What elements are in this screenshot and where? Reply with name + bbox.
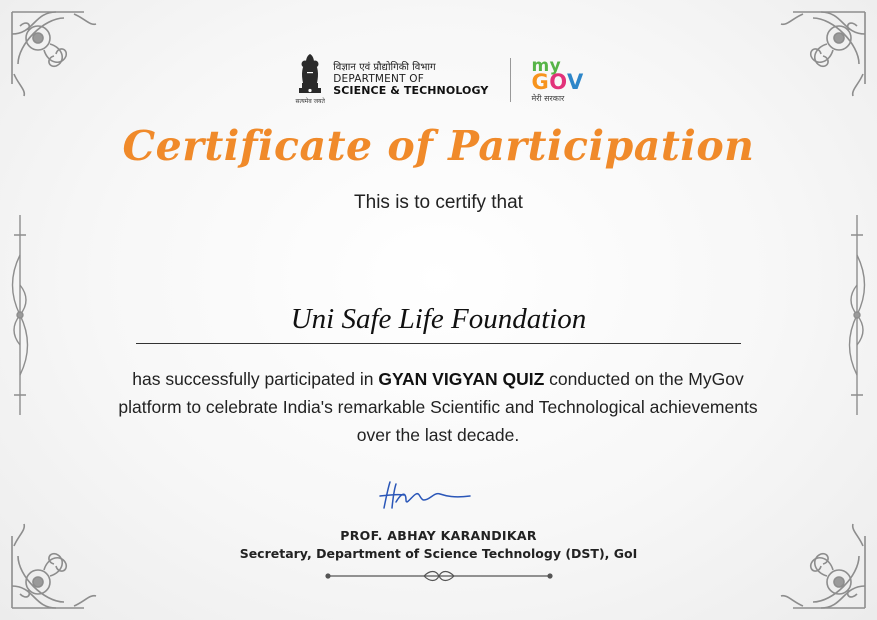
body-text-part2: conducted on the MyGov platform to celebrate India's remarkable Scientific and Technological achievements over the last decade. [118,369,758,445]
corner-ornament-icon [763,506,873,616]
header-logos [0,50,877,110]
name-underline [136,343,741,344]
emblem-motto: सत्यमेव जयते [295,98,325,105]
dst-name-line2: SCIENCE & TECHNOLOGY [333,84,489,98]
signatory-name: PROF. ABHAY KARANDIKAR [340,528,537,543]
dst-logo [293,52,488,108]
national-emblem-icon [296,52,324,96]
quiz-name: GYAN VIGYAN QUIZ [378,369,545,389]
mygov-tagline: मेरी सरकार [531,93,565,103]
certificate-title: Certificate of Participation [122,122,755,170]
bottom-flourish-icon [324,568,554,584]
corner-ornament-icon [4,506,114,616]
dst-name-line1: DEPARTMENT OF [333,72,424,85]
dst-text [333,63,488,97]
certificate-body [118,365,758,449]
mygov-logo-gov: GOV [531,69,584,94]
recipient-name: Uni Safe Life Foundation [290,303,587,335]
dst-hindi-name: विज्ञान एवं प्रौद्योगिकी विभाग [333,62,436,73]
national-emblem [293,52,327,108]
mygov-logo [531,55,584,103]
signature-image [374,478,494,514]
logo-divider [510,58,511,102]
certificate-subtitle: This is to certify that [354,192,523,213]
body-text-part1: has successfully participated in [132,369,379,389]
mygov-logo-my: my [531,55,562,76]
signatory-title: Secretary, Department of Science Technology (DST), GoI [239,546,638,561]
